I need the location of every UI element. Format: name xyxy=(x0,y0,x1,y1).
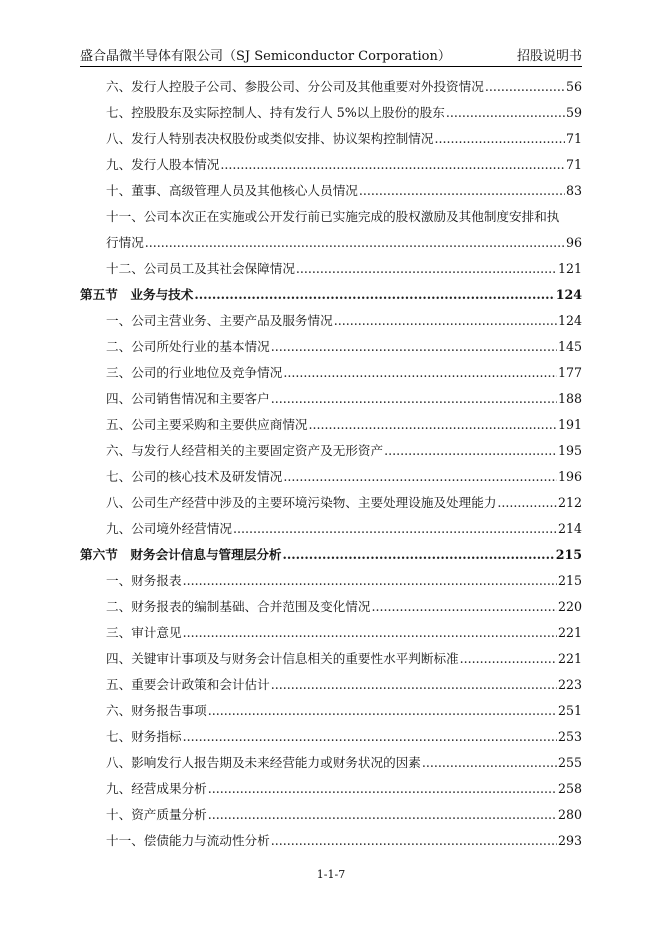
toc-leader-dots xyxy=(271,833,557,848)
toc-entry[interactable] xyxy=(80,232,582,258)
toc-leader-dots xyxy=(309,417,557,432)
toc-entry[interactable] xyxy=(80,154,582,180)
toc-entry-page: 177 xyxy=(557,365,582,380)
toc-leader-dots xyxy=(208,703,557,718)
toc-entry-title: 十一、公司本次正在实施或公开发行前已实施完成的股权激励及其他制度安排和执 xyxy=(106,209,560,224)
toc-entry-title: 九、经营成果分析 xyxy=(106,781,207,796)
toc-entry-page: 221 xyxy=(557,625,582,640)
toc-entry-page: 212 xyxy=(557,495,582,510)
toc-entry-title: 一、公司主营业务、主要产品及服务情况 xyxy=(106,313,333,328)
toc-leader-dots xyxy=(194,287,554,302)
toc-entry-page: 223 xyxy=(557,677,582,692)
toc-leader-dots xyxy=(422,755,557,770)
toc-leader-dots xyxy=(497,495,557,510)
page-header xyxy=(80,44,582,64)
toc-entry-page: 56 xyxy=(565,79,582,94)
toc-entry[interactable] xyxy=(80,570,582,596)
toc-entry-title: 四、公司销售情况和主要客户 xyxy=(106,391,270,406)
toc-section-entry[interactable] xyxy=(80,284,582,310)
toc-entry-page: 83 xyxy=(565,183,582,198)
toc-leader-dots xyxy=(334,313,557,328)
toc-entry-title: 第五节 业务与技术 xyxy=(80,287,194,302)
toc-entry-page: 195 xyxy=(557,443,582,458)
toc-leader-dots xyxy=(145,235,565,250)
toc-entry[interactable] xyxy=(80,310,582,336)
toc-entry[interactable] xyxy=(80,336,582,362)
toc-entry-title: 八、影响发行人报告期及未来经营能力或财务状况的因素 xyxy=(106,755,421,770)
toc-entry-title: 二、财务报表的编制基础、合并范围及变化情况 xyxy=(106,599,371,614)
toc-entry-title: 六、发行人控股子公司、参股公司、分公司及其他重要对外投资情况 xyxy=(106,79,484,94)
toc-leader-dots xyxy=(271,391,557,406)
toc-entry-title: 六、与发行人经营相关的主要固定资产及无形资产 xyxy=(106,443,384,458)
toc-leader-dots xyxy=(296,261,557,276)
toc-leader-dots xyxy=(208,807,557,822)
toc-entry-title: 十一、偿债能力与流动性分析 xyxy=(106,833,270,848)
toc-entry-title: 十、资产质量分析 xyxy=(106,807,207,822)
toc-entry-title: 七、控股股东及实际控制人、持有发行人 5%以上股份的股东 xyxy=(106,105,445,120)
toc-leader-dots xyxy=(220,157,565,172)
toc-entry-page: 255 xyxy=(557,755,582,770)
toc-entry[interactable] xyxy=(80,596,582,622)
toc-entry[interactable] xyxy=(80,830,582,856)
toc-entry-title: 三、审计意见 xyxy=(106,625,182,640)
toc-entry[interactable] xyxy=(80,622,582,648)
toc-entry-page: 71 xyxy=(565,157,582,172)
toc-entry-page: 124 xyxy=(557,313,582,328)
toc-entry[interactable] xyxy=(80,206,582,232)
toc-entry-title: 十二、公司员工及其社会保障情况 xyxy=(106,261,295,276)
toc-leader-dots xyxy=(371,599,556,614)
toc-entry[interactable] xyxy=(80,752,582,778)
toc-entry-title: 五、重要会计政策和会计估计 xyxy=(106,677,270,692)
toc-entry-page: 124 xyxy=(555,287,582,302)
toc-leader-dots xyxy=(183,625,557,640)
toc-entry-page: 96 xyxy=(565,235,582,250)
toc-entry-page: 215 xyxy=(557,573,582,588)
toc-entry-title: 八、发行人特别表决权股份或类似安排、协议架构控制情况 xyxy=(106,131,434,146)
toc-entry-page: 280 xyxy=(557,807,582,822)
toc-leader-dots xyxy=(183,573,557,588)
toc-entry[interactable] xyxy=(80,128,582,154)
toc-entry[interactable] xyxy=(80,804,582,830)
toc-leader-dots xyxy=(434,131,565,146)
table-of-contents xyxy=(80,76,582,856)
toc-entry-page: 188 xyxy=(557,391,582,406)
toc-entry[interactable] xyxy=(80,180,582,206)
toc-entry-page: 220 xyxy=(557,599,582,614)
toc-entry[interactable] xyxy=(80,674,582,700)
toc-entry[interactable] xyxy=(80,440,582,466)
toc-entry[interactable] xyxy=(80,76,582,102)
toc-entry-page: 253 xyxy=(557,729,582,744)
toc-leader-dots xyxy=(460,651,557,666)
toc-entry-page: 293 xyxy=(557,833,582,848)
toc-leader-dots xyxy=(446,105,565,120)
toc-leader-dots xyxy=(233,521,557,536)
toc-section-entry[interactable] xyxy=(80,544,582,570)
toc-leader-dots xyxy=(183,729,557,744)
toc-entry-title: 行情况 xyxy=(106,235,144,250)
toc-entry-title: 七、财务指标 xyxy=(106,729,182,744)
toc-entry[interactable] xyxy=(80,700,582,726)
toc-entry-title: 八、公司生产经营中涉及的主要环境污染物、主要处理设施及处理能力 xyxy=(106,495,497,510)
toc-entry-page: 145 xyxy=(557,339,582,354)
toc-entry[interactable] xyxy=(80,518,582,544)
toc-entry[interactable] xyxy=(80,362,582,388)
page-number: 1-1-7 xyxy=(316,868,346,881)
toc-entry-title: 十、董事、高级管理人员及其他核心人员情况 xyxy=(106,183,358,198)
toc-entry-title: 一、财务报表 xyxy=(106,573,182,588)
toc-leader-dots xyxy=(283,547,555,562)
toc-entry-title: 九、公司境外经营情况 xyxy=(106,521,232,536)
toc-entry-title: 五、公司主要采购和主要供应商情况 xyxy=(106,417,308,432)
header-document-type: 招股说明书 xyxy=(516,49,582,64)
toc-leader-dots xyxy=(271,677,557,692)
toc-entry[interactable] xyxy=(80,726,582,752)
toc-entry-title: 六、财务报告事项 xyxy=(106,703,207,718)
toc-entry[interactable] xyxy=(80,492,582,518)
toc-entry-page: 221 xyxy=(557,651,582,666)
toc-entry-page: 251 xyxy=(557,703,582,718)
toc-entry-page: 191 xyxy=(557,417,582,432)
toc-entry-title: 三、公司的行业地位及竞争情况 xyxy=(106,365,283,380)
toc-leader-dots xyxy=(359,183,565,198)
page-footer xyxy=(0,868,662,881)
toc-entry-title: 九、发行人股本情况 xyxy=(106,157,220,172)
header-company-name: 盛合晶微半导体有限公司（SJ Semiconductor Corporation） xyxy=(80,49,451,64)
header-divider xyxy=(80,66,582,67)
toc-entry-page: 196 xyxy=(557,469,582,484)
toc-entry-page: 258 xyxy=(557,781,582,796)
toc-entry-title: 七、公司的核心技术及研发情况 xyxy=(106,469,283,484)
toc-entry-title: 四、关键审计事项及与财务会计信息相关的重要性水平判断标准 xyxy=(106,651,459,666)
toc-entry-page: 215 xyxy=(555,547,582,562)
toc-leader-dots xyxy=(271,339,557,354)
toc-entry-page: 121 xyxy=(557,261,582,276)
toc-entry-title: 第六节 财务会计信息与管理层分析 xyxy=(80,547,282,562)
toc-entry[interactable] xyxy=(80,388,582,414)
toc-leader-dots xyxy=(485,79,565,94)
toc-entry[interactable] xyxy=(80,258,582,284)
toc-entry[interactable] xyxy=(80,778,582,804)
toc-leader-dots xyxy=(283,469,557,484)
toc-entry-title: 二、公司所处行业的基本情况 xyxy=(106,339,270,354)
toc-leader-dots xyxy=(283,365,557,380)
toc-entry[interactable] xyxy=(80,466,582,492)
toc-entry[interactable] xyxy=(80,102,582,128)
toc-entry[interactable] xyxy=(80,648,582,674)
toc-leader-dots xyxy=(384,443,557,458)
toc-entry-page: 59 xyxy=(565,105,582,120)
toc-entry-page: 214 xyxy=(557,521,582,536)
toc-entry-page: 71 xyxy=(565,131,582,146)
toc-leader-dots xyxy=(208,781,557,796)
toc-entry[interactable] xyxy=(80,414,582,440)
